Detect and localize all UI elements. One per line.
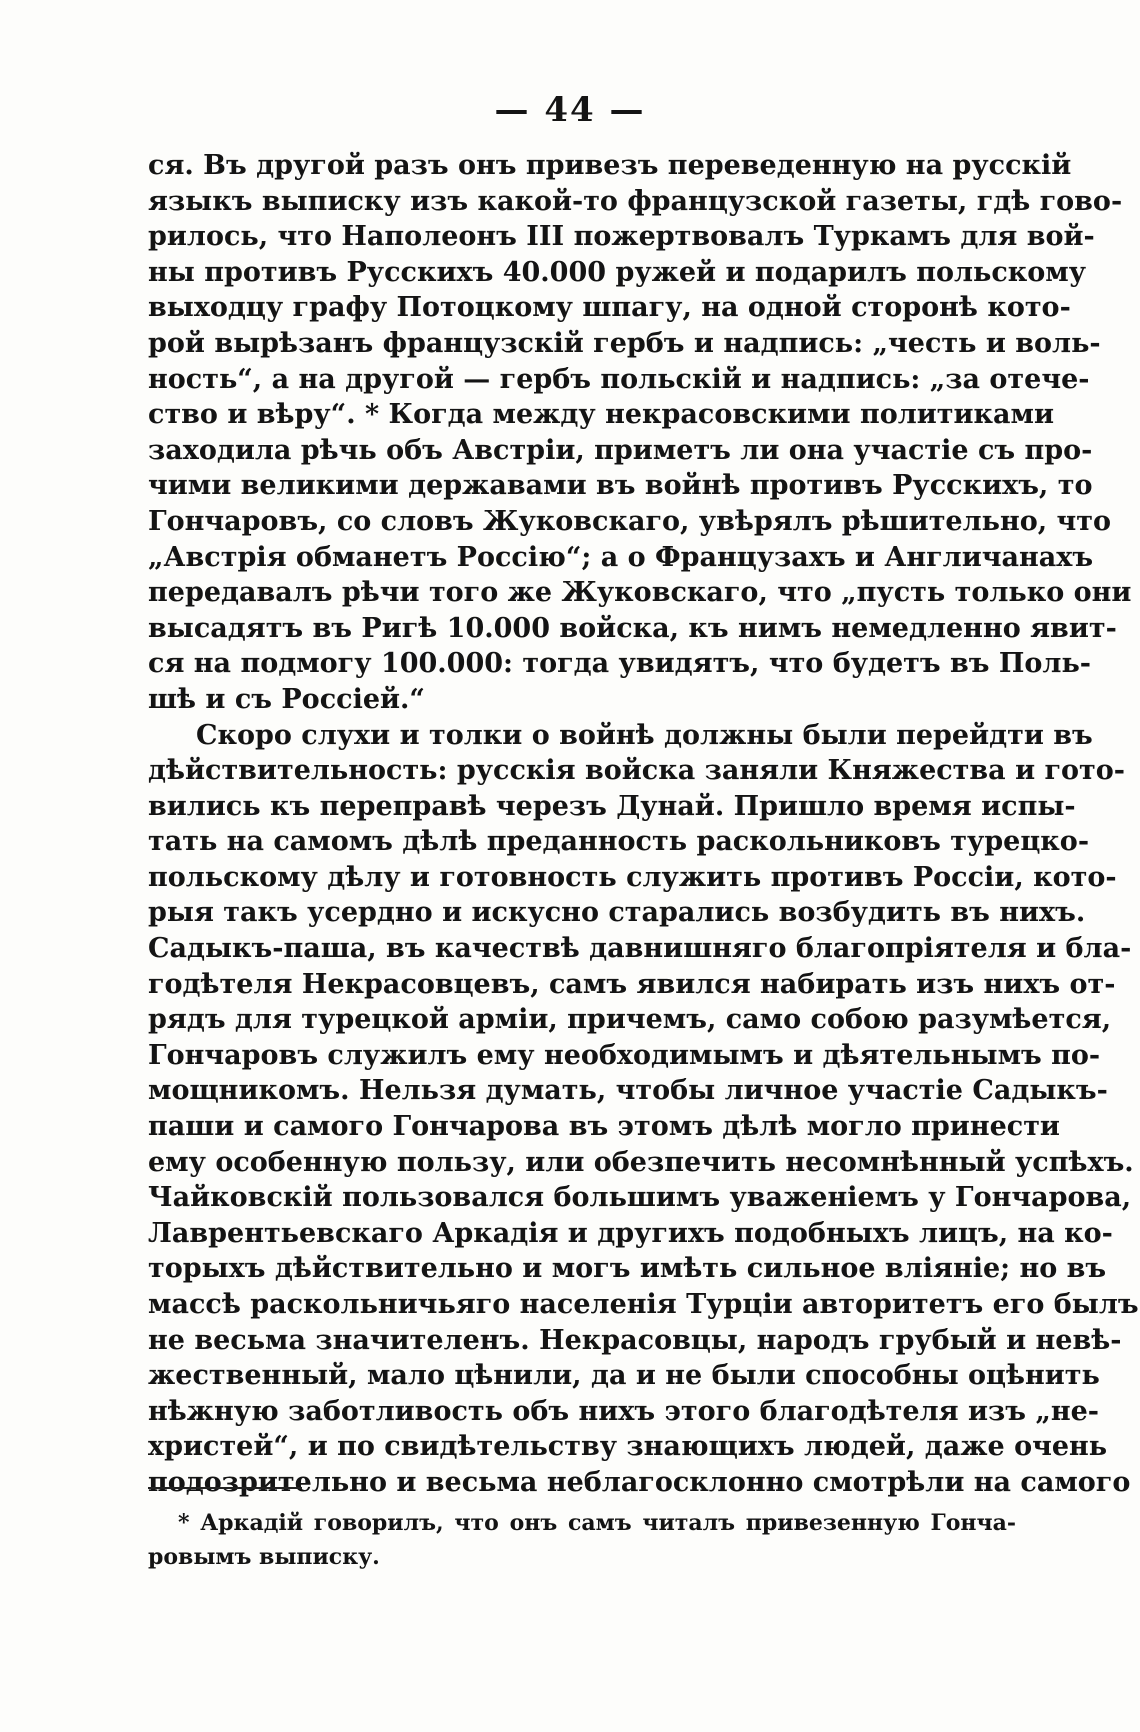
text-line: ность“, а на другой — гербъ польскій и надпись: „за отече- [148, 363, 1090, 395]
text-line: не весьма значителенъ. Некрасовцы, народъ грубый и невѣ- [148, 1324, 1122, 1356]
text-line: вились къ переправѣ черезъ Дунай. Пришло время испы- [148, 790, 1076, 822]
text-line: рядъ для турецкой арміи, причемъ, само собою разумѣется, [148, 1004, 1112, 1036]
text-line: ство и вѣру“. * Когда между некрасовскими политиками [148, 399, 1055, 431]
text-line: паши и самого Гончарова въ этомъ дѣлѣ могло принести [148, 1111, 1060, 1143]
text-line: мощникомъ. Нельзя думать, чтобы личное участіе Садыкъ- [148, 1075, 1108, 1107]
text-line: ся. Въ другой разъ онъ привезъ переведенную на русскій [148, 150, 1072, 181]
text-line: передавалъ рѣчи того же Жуковскаго, что „пусть только они [148, 577, 1132, 609]
text-line: Гончаровъ служилъ ему необходимымъ и дѣятельнымъ по- [148, 1039, 1101, 1071]
text-line: высадятъ въ Ригѣ 10.000 войска, къ нимъ немедленно явит- [148, 612, 1117, 644]
text-line: Садыкъ-паша, въ качествѣ давнишняго благопріятеля и бла- [148, 933, 1132, 965]
text-line: шѣ и съ Россіей.“ [148, 683, 425, 715]
text-line: языкъ выписку изъ какой-то французской газеты, гдѣ гово- [148, 185, 1123, 217]
text-line: дѣйствительность: русскія войска заняли Княжества и гото- [148, 755, 1125, 787]
text-line: „Австрія обманетъ Россію“; а о Французахъ и Англичанахъ [148, 541, 1094, 573]
text-line: польскому дѣлу и готовность служить противъ Россіи, кото- [148, 861, 1117, 893]
text-line: нѣжную заботливость объ нихъ этого благодѣтеля изъ „не- [148, 1395, 1100, 1427]
text-line: заходила рѣчь объ Австріи, приметъ ли она участіе съ про- [148, 434, 1093, 466]
text-line: Лаврентьевскаго Аркадія и другихъ подобныхъ лицъ, на ко- [148, 1217, 1113, 1249]
page-number: — 44 — [494, 90, 646, 130]
text-line: чими великими державами въ войнѣ противъ Русскихъ, то [148, 470, 1093, 502]
footnote-line: ровымъ выписку. [148, 1544, 380, 1570]
footnote-divider [148, 1487, 302, 1489]
text-line: ему особенную пользу, или обезпечить несомнѣнный успѣхъ. [148, 1146, 1134, 1178]
text-line: жественный, мало цѣнили, да и не были способны оцѣнить [148, 1360, 1100, 1392]
text-line: ся на подмогу 100.000: тогда увидятъ, что будетъ въ Поль- [148, 648, 1091, 680]
text-line: рыя такъ усердно и искусно старались возбудить въ нихъ. [148, 897, 1086, 929]
footnote [148, 1506, 1016, 1574]
body-text [148, 148, 1139, 1501]
text-line: тать на самомъ дѣлѣ преданность раскольниковъ турецко- [148, 826, 1090, 858]
text-line: Скоро слухи и толки о войнѣ должны были перейдти въ [196, 719, 1093, 751]
text-line: Чайковскій пользовался большимъ уваженіемъ у Гончарова, [148, 1182, 1132, 1214]
text-line: ны противъ Русскихъ 40.000 ружей и подарилъ польскому [148, 256, 1087, 288]
text-line: массѣ раскольничьяго населенія Турціи авторитетъ его былъ [148, 1289, 1139, 1320]
text-line: годѣтеля Некрасовцевъ, самъ явился набирать изъ нихъ от- [148, 968, 1116, 1000]
text-line: христей“, и по свидѣтельству знающихъ людей, даже очень [148, 1431, 1108, 1463]
text-line: Гончаровъ, со словъ Жуковскаго, увѣрялъ рѣшительно, что [148, 505, 1112, 537]
text-line: рилось, что Наполеонъ III пожертвовалъ Туркамъ для вой- [148, 221, 1095, 253]
text-line: торыхъ дѣйствительно и могъ имѣть сильное вліяніе; но въ [148, 1253, 1107, 1285]
text-line: выходцу графу Потоцкому шпагу, на одной сторонѣ кото- [148, 292, 1071, 324]
footnote-line: * Аркадій говорилъ, что онъ самъ читалъ привезенную Гонча- [178, 1510, 1016, 1536]
text-line: подозрительно и весьма неблагосклонно смотрѣли на самого [148, 1466, 1131, 1498]
text-line: рой вырѣзанъ французскій гербъ и надпись: „честь и воль- [148, 327, 1101, 359]
